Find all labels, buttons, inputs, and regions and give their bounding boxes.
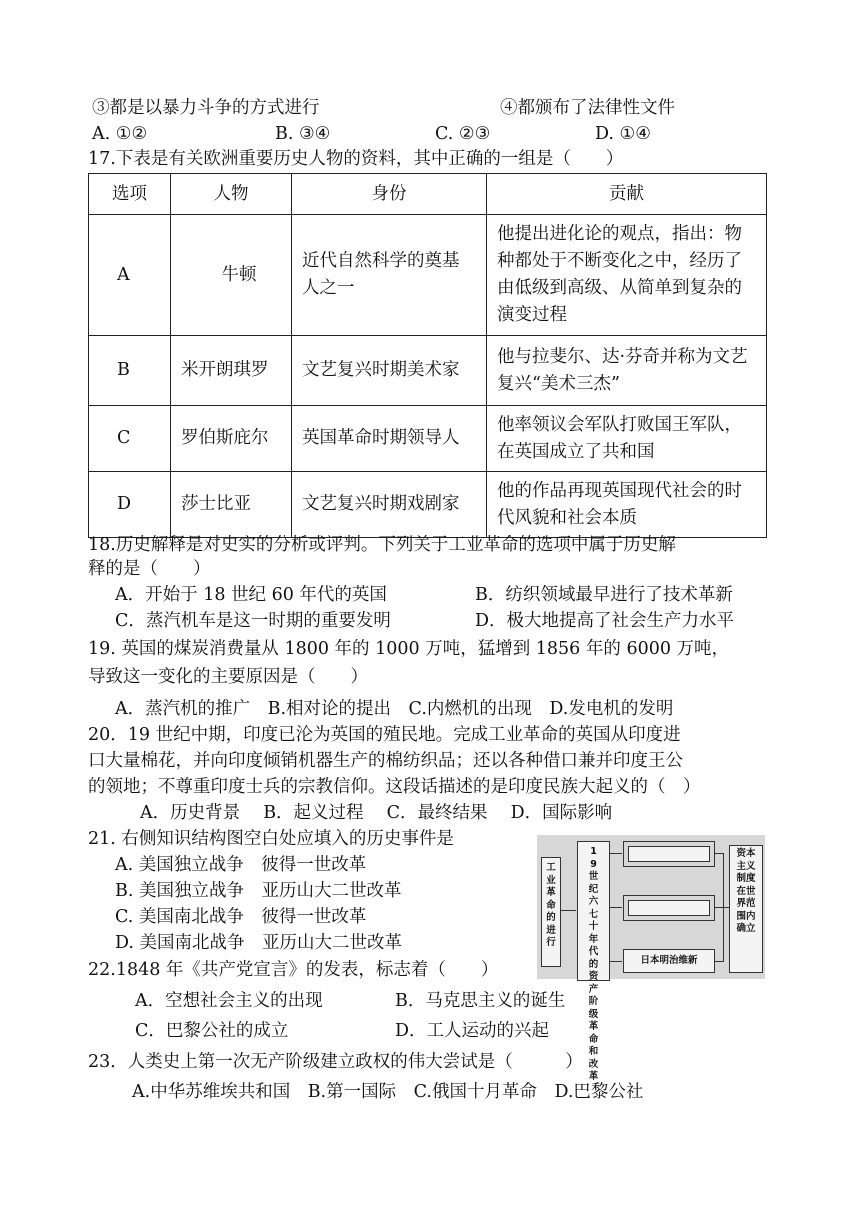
header-contribution: 贡献 [487, 174, 767, 215]
connector-line [610, 853, 622, 854]
q16-item-4: ④都颁布了法律性文件 [500, 98, 675, 118]
diagram-label-capitalism: 资本主义制度在世界范围内确立 [736, 848, 756, 934]
q16-option-a: A. ①② [92, 124, 148, 144]
q20-options: A．历史背景 B．起义过程 C．最终结果 D．国际影响 [140, 803, 613, 823]
q19-stem-line1: 19. 英国的煤炭消费量从 1800 年的 1000 万吨，猛增到 1856 年的 6000 万吨， [88, 639, 730, 659]
diagram-box-revolutions [577, 841, 610, 1082]
connector-line [715, 907, 723, 908]
q17-table [88, 173, 767, 538]
q21-option-a: A. 美国独立战争 彼得一世改革 [115, 855, 367, 875]
header-option: 选项 [89, 174, 171, 215]
row-option: C [89, 406, 171, 472]
connector-line [715, 961, 723, 962]
q22-stem: 22.1848 年《共产党宣言》的发表，标志着（ ） [88, 960, 499, 980]
row-contribution: 他率领议会军队打败国王军队，在英国成立了共和国 [487, 406, 767, 472]
row-person: 牛顿 [171, 215, 292, 336]
row-option: D [89, 472, 171, 538]
q22-option-a: A．空想社会主义的出现 [135, 991, 323, 1011]
table-row [89, 406, 767, 472]
row-option: B [89, 336, 171, 406]
q23-stem: 23．人类史上第一次无产阶级建立政权的伟大尝试是（ ） [88, 1052, 583, 1072]
diagram-label-industrial-revolution: 工业革命的进行 [546, 862, 556, 948]
q22-option-b: B．马克思主义的诞生 [395, 991, 566, 1011]
diagram-blank-1 [623, 841, 715, 867]
diagram-box-meiji [623, 949, 715, 973]
row-contribution: 他提出进化论的观点，指出：物种都处于不断变化之中，经历了由低级到高级、从简单到复杂的演变过程 [487, 215, 767, 336]
q22-option-c: C．巴黎公社的成立 [135, 1021, 289, 1041]
table-row [89, 472, 767, 538]
q16-option-b: B. ③④ [275, 124, 331, 144]
q18-option-d: D．极大地提高了社会生产力水平 [475, 611, 735, 631]
table-row [89, 336, 767, 406]
header-person: 人物 [171, 174, 292, 215]
diagram-label-meiji: 日本明治维新 [640, 955, 698, 966]
row-person: 莎士比亚 [171, 472, 292, 538]
q21-option-d: D. 美国南北战争 亚历山大二世改革 [115, 933, 403, 953]
q16-item-3: ③都是以暴力斗争的方式进行 [92, 98, 320, 118]
table-header-row [89, 174, 767, 215]
q16-option-c: C. ②③ [435, 124, 491, 144]
header-identity: 身份 [292, 174, 487, 215]
row-identity: 文艺复兴时期戏剧家 [292, 472, 487, 538]
q19-options: A．蒸汽机的推广 B.相对论的提出 C.内燃机的出现 D.发电机的发明 [115, 699, 674, 719]
q21-stem: 21. 右侧知识结构图空白处应填入的历史事件是 [88, 829, 454, 849]
q21-option-b: B. 美国独立战争 亚历山大二世改革 [115, 881, 402, 901]
row-contribution: 他与拉斐尔、达·芬奇并称为文艺复兴“美术三杰” [487, 336, 767, 406]
q20-stem-line3: 的领地；不尊重印度士兵的宗教信仰。这段话描述的是印度民族大起义的（ ） [88, 777, 701, 797]
connector-line [610, 907, 622, 908]
q18-option-a: A．开始于 18 世纪 60 年代的英国 [115, 585, 387, 605]
blank-box-inner [628, 846, 710, 862]
q17-stem: 17.下表是有关欧洲重要历史人物的资料，其中正确的一组是（ ） [88, 149, 624, 169]
q20-stem-line1: 20．19 世纪中期，印度已沦为英国的殖民地。完成工业革命的英国从印度进 [88, 725, 681, 745]
row-person: 米开朗琪罗 [171, 336, 292, 406]
row-identity: 英国革命时期领导人 [292, 406, 487, 472]
q19-stem-line2: 导致这一变化的主要原因是（ ） [88, 667, 368, 687]
row-option: A [89, 215, 171, 336]
q21-option-c: C. 美国南北战争 彼得一世改革 [115, 907, 367, 927]
row-contribution: 他的作品再现英国现代社会的时代风貌和社会本质 [487, 472, 767, 538]
diagram-label-revolutions: 19世纪六七十年代的资产阶级革命和改革 [588, 846, 599, 1082]
connector-line [560, 910, 576, 911]
diagram-blank-2 [623, 895, 715, 921]
q18-stem-line2: 释的是（ ） [88, 559, 211, 579]
q18-option-c: C．蒸汽机车是这一时期的重要发明 [115, 611, 391, 631]
blank-box-inner [628, 900, 710, 916]
row-identity: 近代自然科学的奠基人之一 [292, 215, 487, 336]
row-person: 罗伯斯庇尔 [171, 406, 292, 472]
q22-option-d: D．工人运动的兴起 [395, 1021, 550, 1041]
connector-line [610, 961, 622, 962]
q18-option-b: B．纺织领域最早进行了技术革新 [475, 585, 733, 605]
q23-options: A.中华苏维埃共和国 B.第一国际 C.俄国十月革命 D.巴黎公社 [132, 1082, 644, 1102]
connector-line [715, 853, 723, 854]
row-identity: 文艺复兴时期美术家 [292, 336, 487, 406]
knowledge-structure-diagram [537, 835, 765, 1082]
q16-option-d: D. ①④ [595, 124, 651, 144]
diagram-box-industrial-revolution [541, 857, 561, 967]
diagram-box-capitalism [729, 845, 763, 973]
q18-stem-line1: 18.历史解释是对史实的分析或评判。下列关于工业革命的选项中属于历史解 [88, 535, 676, 555]
q20-stem-line2: 口大量棉花，并向印度倾销机器生产的棉纺织品；还以各种借口兼并印度王公 [88, 751, 683, 771]
table-row [89, 215, 767, 336]
